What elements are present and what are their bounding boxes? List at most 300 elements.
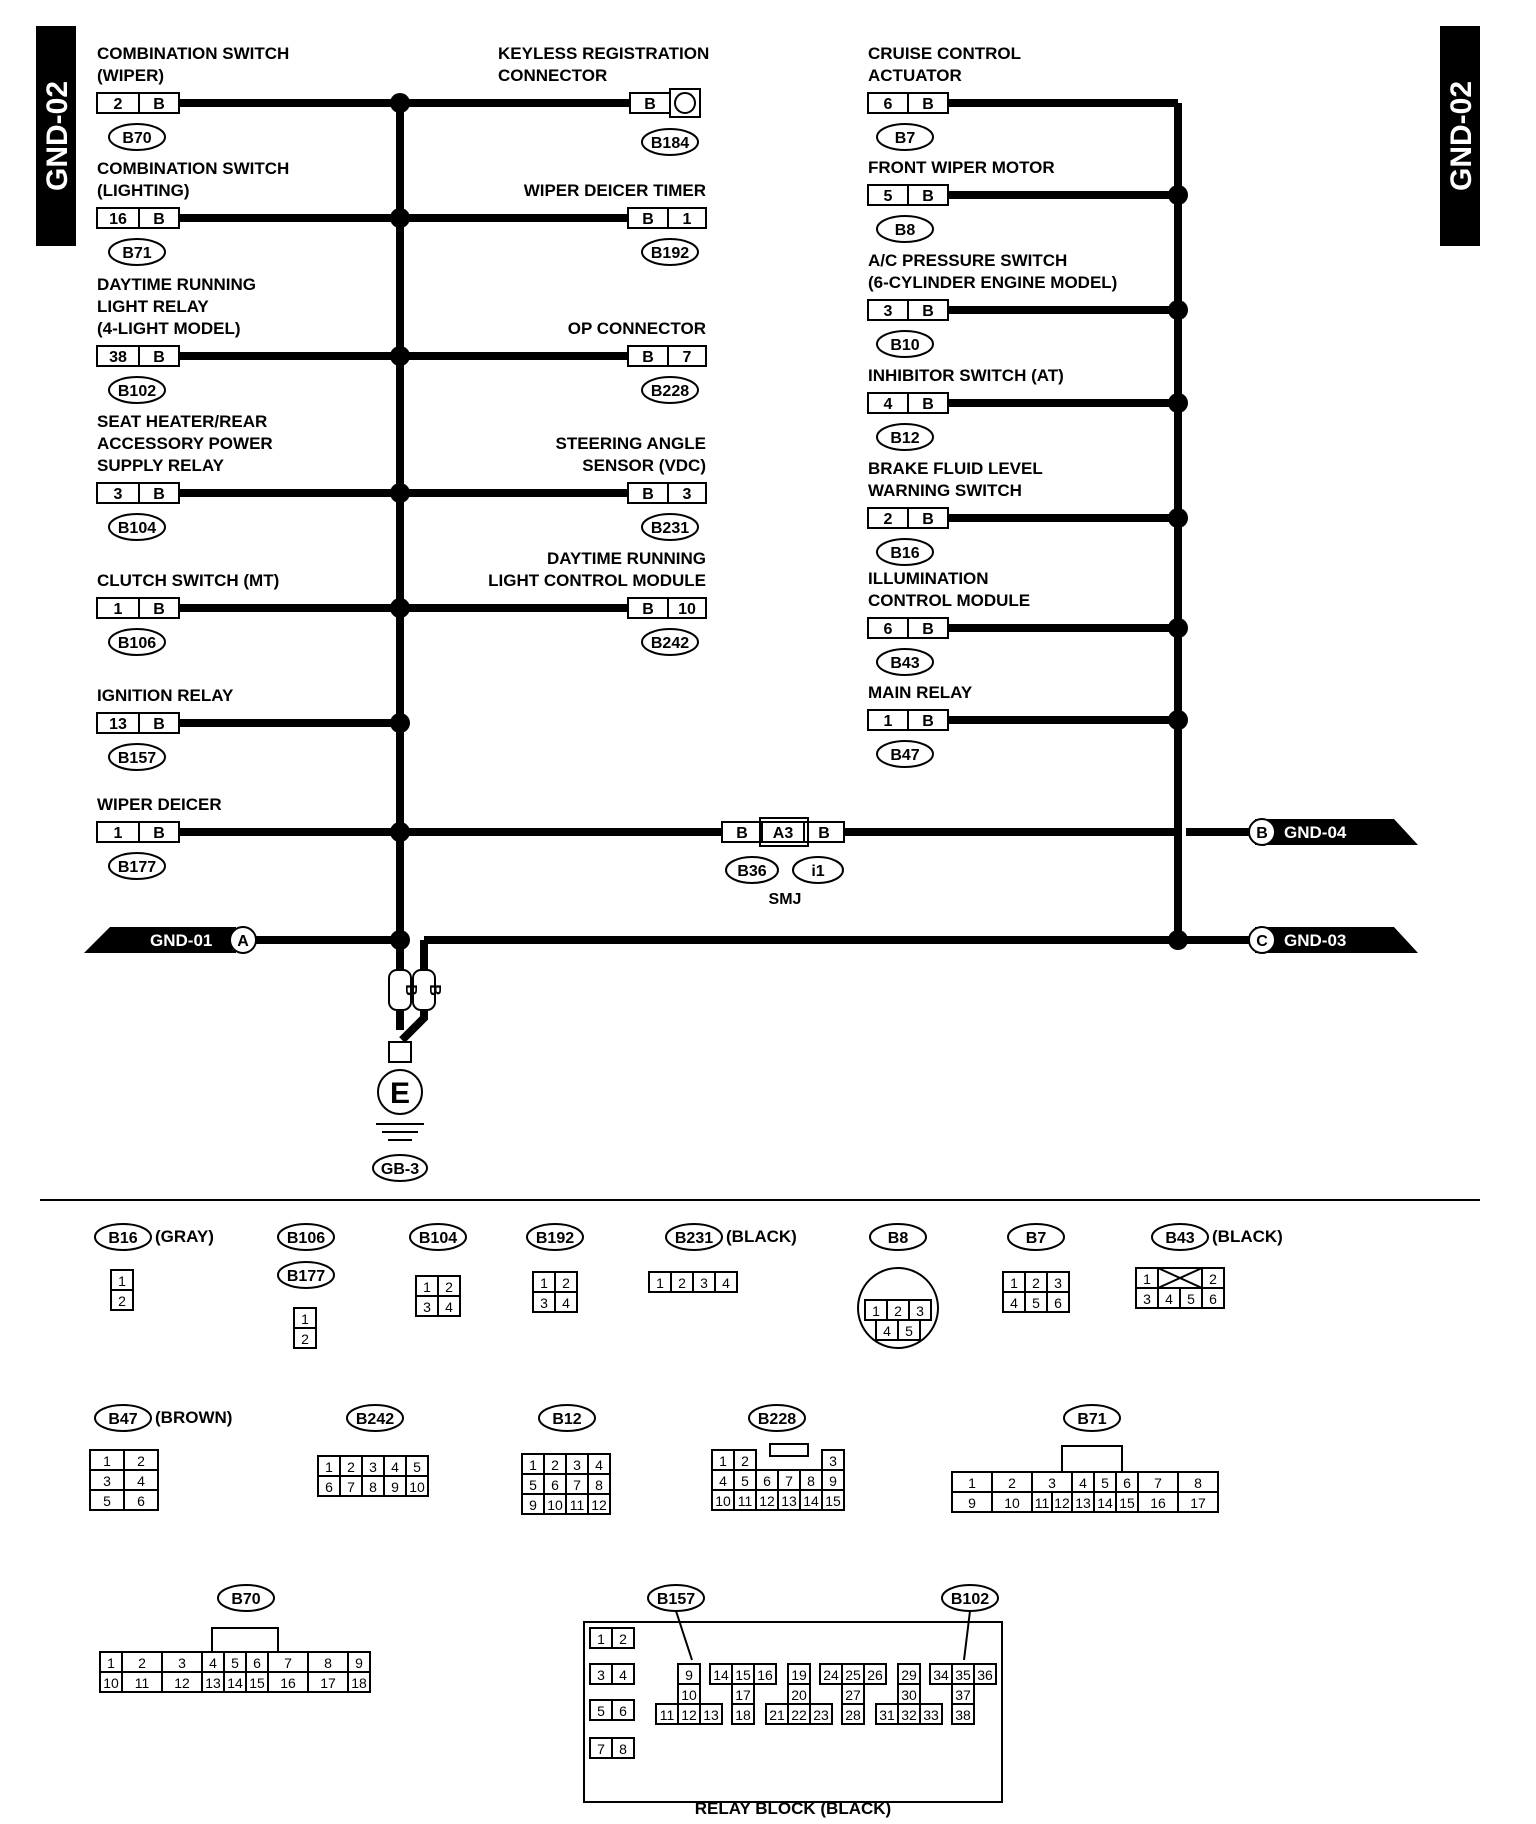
b228-view-pin: 11	[737, 1493, 753, 1509]
connector-label: IGNITION RELAY	[97, 686, 234, 705]
b228-view-pin: 12	[759, 1493, 775, 1509]
connector-id: B10	[890, 337, 920, 354]
connector-label: ILLUMINATION	[868, 569, 989, 588]
b47-view-pin: 1	[103, 1453, 111, 1469]
b16-view	[111, 1270, 133, 1310]
mid-connector-pin: B	[642, 211, 654, 228]
b70-view-pin: 2	[138, 1655, 146, 1671]
relay-pins-pin: 24	[823, 1667, 839, 1683]
b228-view-pin: 14	[803, 1493, 819, 1509]
b71-view-pin: 7	[1154, 1475, 1162, 1491]
junction-dot	[1168, 930, 1188, 950]
b71-view-pin: 12	[1054, 1495, 1070, 1511]
right-connector-pin: 6	[883, 621, 893, 638]
b8-view-pin: 4	[883, 1323, 891, 1339]
b70-view-pin: 16	[280, 1675, 296, 1691]
connector-label: CONTROL MODULE	[868, 591, 1031, 610]
b242-view-pin: 5	[413, 1459, 421, 1475]
page-tag: GND-02	[1445, 80, 1478, 192]
connector-label: OP CONNECTOR	[567, 319, 706, 338]
connector-label: DAYTIME RUNNING	[97, 275, 256, 294]
relay-pins-pin: 29	[901, 1667, 917, 1683]
view-id: B43	[1165, 1230, 1195, 1247]
b242-view-pin: 10	[409, 1479, 425, 1495]
relay-pins	[590, 1628, 634, 1648]
view-id: B177	[286, 1268, 326, 1285]
b242-view-pin: 9	[391, 1479, 399, 1495]
relay-pins-pin: 1	[597, 1631, 605, 1647]
connector-label: COMBINATION SWITCH	[97, 44, 290, 63]
right-connector-pin: 1	[883, 713, 893, 730]
relay-pins	[710, 1664, 776, 1684]
connector-id: B177	[117, 859, 157, 876]
connector-id: B228	[650, 383, 690, 400]
right-connector-pin: B	[922, 621, 934, 638]
b242-view	[318, 1456, 428, 1496]
relay-pins-pin: 5	[597, 1703, 605, 1719]
relay-pins-pin: 7	[597, 1741, 605, 1757]
relay-pins-pin: 11	[659, 1707, 675, 1723]
connector-label: STEERING ANGLE	[555, 434, 706, 453]
right-connector-pin: B	[922, 511, 934, 528]
right-connector-pin: B	[922, 188, 934, 205]
relay-pins-pin: 8	[619, 1741, 627, 1757]
b12-view-pin: 11	[569, 1497, 585, 1513]
ref-b-label: GND-04	[1284, 823, 1347, 842]
view-id: B70	[231, 1591, 261, 1608]
b43-view-pin: 4	[1165, 1291, 1173, 1307]
b8-view-pin: 3	[916, 1303, 924, 1319]
left-connector-pin: B	[153, 716, 165, 733]
relay-pins	[732, 1684, 754, 1724]
smj-id: i1	[811, 863, 825, 880]
connector-label: SEAT HEATER/REAR	[97, 412, 268, 431]
connector-label: ACTUATOR	[868, 66, 962, 85]
relay-pins-pin: 30	[901, 1687, 917, 1703]
b70-view-pin: 13	[205, 1675, 221, 1691]
b70-view	[100, 1652, 370, 1692]
relay-pins	[590, 1738, 634, 1758]
b228-view-pin: 3	[829, 1453, 837, 1469]
b71-view	[952, 1472, 1218, 1512]
view-note: (BLACK)	[726, 1227, 797, 1246]
view-id: B71	[1077, 1411, 1107, 1428]
connector-id: B231	[650, 520, 690, 537]
b8-view-pin: 5	[905, 1323, 913, 1339]
mid-connector-pin: 1	[682, 211, 692, 228]
b70-view-pin: 12	[174, 1675, 190, 1691]
relay-pins-pin: 35	[955, 1667, 971, 1683]
page-tag: GND-02	[41, 80, 74, 192]
junction-dot	[1168, 393, 1188, 413]
view-id: B231	[674, 1230, 714, 1247]
relay-pins-pin: 23	[813, 1707, 829, 1723]
mid-connector-pin: 3	[682, 486, 692, 503]
relay-pins-pin: 20	[791, 1687, 807, 1703]
b12-view-pin: 2	[551, 1457, 559, 1473]
b228-view-pin: 8	[807, 1473, 815, 1489]
view-id: B47	[108, 1411, 138, 1428]
b70-view-pin: 8	[324, 1655, 332, 1671]
relay-pins-pin: 33	[923, 1707, 939, 1723]
b71-view-pin: 2	[1008, 1475, 1016, 1491]
b47-view-pin: 3	[103, 1473, 111, 1489]
b70-view-pin: 5	[231, 1655, 239, 1671]
b192-view-pin: 3	[540, 1295, 548, 1311]
left-connector-pin: B	[153, 825, 165, 842]
connector-label: CRUISE CONTROL	[868, 44, 1021, 63]
b228-view-pin: 13	[781, 1493, 797, 1509]
ground-id: GB-3	[380, 1161, 420, 1178]
relay-pins-pin: 6	[619, 1703, 627, 1719]
connector-id: B242	[650, 635, 690, 652]
b71-view-pin: 14	[1097, 1495, 1113, 1511]
left-connector-pin: 16	[109, 211, 127, 228]
relay-pins	[898, 1664, 920, 1704]
b106-view-pin: 1	[301, 1311, 309, 1327]
b47-view-pin: 6	[137, 1493, 145, 1509]
view-id: B16	[108, 1230, 138, 1247]
b43-view-pin: 5	[1187, 1291, 1195, 1307]
b228-view	[712, 1450, 844, 1510]
connector-id: B157	[117, 750, 157, 767]
b47-view-pin: 4	[137, 1473, 145, 1489]
b242-view-pin: 7	[347, 1479, 355, 1495]
b43-view-pin: 6	[1209, 1291, 1217, 1307]
b192-view	[533, 1272, 577, 1312]
b228-view-pin: 9	[829, 1473, 837, 1489]
relay-pins-pin: 38	[955, 1707, 971, 1723]
b70-view-pin: 1	[107, 1655, 115, 1671]
b12-view-pin: 3	[573, 1457, 581, 1473]
relay-pins-pin: 13	[703, 1707, 719, 1723]
b71-view-pin: 9	[968, 1495, 976, 1511]
relay-pins-pin: 16	[757, 1667, 773, 1683]
b71-view-pin: 4	[1079, 1475, 1087, 1491]
junction-dot	[1168, 508, 1188, 528]
mid-connector-pin: B	[642, 486, 654, 503]
b228-view-pin: 6	[763, 1473, 771, 1489]
right-connector-pin: B	[922, 96, 934, 113]
connector-label: CLUTCH SWITCH (MT)	[97, 571, 280, 590]
ref-a-letter: A	[237, 933, 249, 950]
b12-view-pin: 1	[529, 1457, 537, 1473]
smj-connector-pin: B	[736, 825, 748, 842]
b231-view-pin: 4	[722, 1275, 730, 1291]
b242-view-pin: 8	[369, 1479, 377, 1495]
b71-view-pin: 15	[1119, 1495, 1135, 1511]
relay-pins-pin: 32	[901, 1707, 917, 1723]
b242-view-pin: 6	[325, 1479, 333, 1495]
relay-pins-pin: 12	[681, 1707, 697, 1723]
connector-label: SENSOR (VDC)	[582, 456, 706, 475]
relay-pins-pin: 4	[619, 1667, 627, 1683]
b47-view	[90, 1450, 158, 1510]
mid-connector-pin: B	[642, 349, 654, 366]
b242-view-pin: 3	[369, 1459, 377, 1475]
connector-label: WARNING SWITCH	[868, 481, 1022, 500]
b12-view-pin: 6	[551, 1477, 559, 1493]
junction-dot	[1168, 710, 1188, 730]
relay-pins	[842, 1684, 864, 1724]
smj-connector-pin: B	[818, 825, 830, 842]
relay-pins	[820, 1664, 886, 1684]
left-connector-pin: B	[153, 211, 165, 228]
right-connector-pin: B	[922, 303, 934, 320]
right-connector-pin: 6	[883, 96, 893, 113]
view-id: B157	[656, 1591, 696, 1608]
view-id: B192	[535, 1230, 575, 1247]
b104-view-pin: 1	[423, 1279, 431, 1295]
ground-terminal	[389, 1042, 411, 1062]
b106-view	[294, 1308, 316, 1348]
b242-view-pin: 2	[347, 1459, 355, 1475]
b70-view-pin: 3	[178, 1655, 186, 1671]
view-note: (BROWN)	[155, 1408, 233, 1427]
view-note: (BLACK)	[1212, 1227, 1283, 1246]
view-id: B104	[418, 1230, 458, 1247]
connector-label: (LIGHTING)	[97, 181, 190, 200]
b228-view-pin: 15	[825, 1493, 841, 1509]
connector-label: WIPER DEICER	[97, 795, 222, 814]
connector-label: (4-LIGHT MODEL)	[97, 319, 241, 338]
connector-label: CONNECTOR	[498, 66, 608, 85]
relay-pins	[876, 1704, 942, 1724]
b70-view-pin: 11	[134, 1675, 150, 1691]
junction-dot	[1168, 185, 1188, 205]
b12-view-pin: 8	[595, 1477, 603, 1493]
b228-view-pin: 7	[785, 1473, 793, 1489]
b7-view	[1003, 1272, 1069, 1312]
b228-view-pin: 10	[715, 1493, 731, 1509]
b104-view	[416, 1276, 460, 1316]
b12-view	[522, 1454, 610, 1514]
b231-view	[649, 1272, 737, 1292]
ground-wire-2-label: B	[426, 984, 443, 996]
b71-view-pin: 13	[1075, 1495, 1091, 1511]
connector-label: WIPER DEICER TIMER	[523, 181, 706, 200]
mid-connector-pin: 10	[678, 601, 696, 618]
left-connector-pin: 38	[109, 349, 127, 366]
relay-pins	[590, 1700, 634, 1720]
b192-view-pin: 2	[562, 1275, 570, 1291]
connector-label: (6-CYLINDER ENGINE MODEL)	[868, 273, 1118, 292]
relay-pins-pin: 31	[879, 1707, 895, 1723]
mid-connector-pin: 7	[682, 349, 692, 366]
smj-label: SMJ	[768, 891, 802, 908]
view-id: B12	[552, 1411, 582, 1428]
b70-view-pin: 6	[253, 1655, 261, 1671]
b71-view-pin: 5	[1101, 1475, 1109, 1491]
smj-id: B36	[737, 863, 767, 880]
left-connector-pin: B	[153, 349, 165, 366]
connector-label: BRAKE FLUID LEVEL	[868, 459, 1043, 478]
relay-pins-pin: 15	[735, 1667, 751, 1683]
b106-view-pin: 2	[301, 1331, 309, 1347]
right-connector-pin: B	[922, 396, 934, 413]
connector-label: ACCESSORY POWER	[97, 434, 273, 453]
b16-view-pin: 2	[118, 1293, 126, 1309]
relay-pins-pin: 25	[845, 1667, 861, 1683]
left-connector-pin: 13	[109, 716, 127, 733]
ref-a-label: GND-01	[150, 931, 213, 950]
connector-label: KEYLESS REGISTRATION	[498, 44, 710, 63]
connector-id: B16	[890, 545, 920, 562]
relay-pins-pin: 2	[619, 1631, 627, 1647]
connector-id: B7	[894, 130, 916, 147]
connector-label: LIGHT CONTROL MODULE	[488, 571, 706, 590]
b16-view-pin: 1	[118, 1273, 126, 1289]
b192-view-pin: 4	[562, 1295, 570, 1311]
relay-pins	[766, 1704, 832, 1724]
b12-view-pin: 5	[529, 1477, 537, 1493]
b71-latch	[1062, 1446, 1122, 1472]
b12-view-pin: 12	[591, 1497, 607, 1513]
junction-dot	[1168, 300, 1188, 320]
left-connector-pin: 2	[113, 96, 123, 113]
b7-view-pin: 2	[1032, 1275, 1040, 1291]
ground-merge-wire	[400, 1010, 424, 1040]
b231-view-pin: 1	[656, 1275, 664, 1291]
left-connector-pin: B	[153, 601, 165, 618]
connector-id: B104	[117, 520, 157, 537]
relay-pins	[952, 1684, 974, 1724]
b192-view-pin: 1	[540, 1275, 548, 1291]
b71-view-pin: 1	[968, 1475, 976, 1491]
ground-wire-1-label: B	[402, 984, 419, 996]
ref-c-letter: C	[1256, 933, 1268, 950]
b228-view-pin: 4	[719, 1473, 727, 1489]
left-connector-pin: B	[153, 486, 165, 503]
relay-block-label: RELAY BLOCK (BLACK)	[694, 1799, 892, 1818]
b70-view-pin: 17	[320, 1675, 336, 1691]
b104-view-pin: 3	[423, 1299, 431, 1315]
b231-view-pin: 3	[700, 1275, 708, 1291]
right-connector-pin: 2	[883, 511, 893, 528]
b8-view-pin: 2	[894, 1303, 902, 1319]
connector-label: INHIBITOR SWITCH (AT)	[868, 366, 1064, 385]
b70-view-pin: 7	[284, 1655, 292, 1671]
relay-pins	[788, 1664, 810, 1704]
view-id: B242	[355, 1411, 395, 1428]
connector-label: FRONT WIPER MOTOR	[868, 158, 1055, 177]
b71-view-pin: 16	[1150, 1495, 1166, 1511]
relay-pins-pin: 22	[791, 1707, 807, 1723]
b12-view-pin: 9	[529, 1497, 537, 1513]
b12-view-pin: 10	[547, 1497, 563, 1513]
right-connector-pin: B	[922, 713, 934, 730]
b7-view-pin: 1	[1010, 1275, 1018, 1291]
b71-view-pin: 3	[1048, 1475, 1056, 1491]
left-connector-pin: 1	[113, 601, 123, 618]
relay-pins-pin: 27	[845, 1687, 861, 1703]
connector-id: B43	[890, 655, 920, 672]
relay-pins-pin: 17	[735, 1687, 751, 1703]
connector-id: B8	[894, 222, 916, 239]
connector-label: DAYTIME RUNNING	[547, 549, 706, 568]
b70-view-pin: 10	[103, 1675, 119, 1691]
ref-c-label: GND-03	[1284, 931, 1347, 950]
b228-latch	[770, 1444, 808, 1456]
relay-pins-pin: 14	[713, 1667, 729, 1683]
b70-view-pin: 15	[249, 1675, 265, 1691]
relay-pins-pin: 21	[769, 1707, 785, 1723]
view-id: B8	[887, 1230, 909, 1247]
keyless-socket-circle	[675, 93, 695, 113]
relay-pins-pin: 28	[845, 1707, 861, 1723]
relay-pins-pin: 34	[933, 1667, 949, 1683]
b71-view-pin: 11	[1034, 1495, 1050, 1511]
relay-pins-pin: 18	[735, 1707, 751, 1723]
connector-id: B192	[650, 245, 690, 262]
connector-label: SUPPLY RELAY	[97, 456, 224, 475]
connector-label: (WIPER)	[97, 66, 165, 85]
view-id: B106	[286, 1230, 326, 1247]
relay-pins-pin: 3	[597, 1667, 605, 1683]
relay-pins	[930, 1664, 996, 1684]
b71-view-pin: 10	[1004, 1495, 1020, 1511]
b242-view-pin: 4	[391, 1459, 399, 1475]
right-connector-pin: 3	[883, 303, 893, 320]
junction-dot	[390, 713, 410, 733]
relay-pins	[678, 1664, 700, 1704]
b104-view-pin: 2	[445, 1279, 453, 1295]
b228-view-pin: 5	[741, 1473, 749, 1489]
relay-pins	[656, 1704, 722, 1724]
connector-label: MAIN RELAY	[868, 683, 973, 702]
left-connector-pin: B	[153, 96, 165, 113]
relay-pins-pin: 37	[955, 1687, 971, 1703]
b70-view-pin: 9	[355, 1655, 363, 1671]
connector-id: B47	[890, 747, 920, 764]
mid-connector-pin: B	[644, 96, 656, 113]
connector-id: B70	[122, 130, 152, 147]
b43-view-pin: 3	[1143, 1291, 1151, 1307]
b7-view-pin: 6	[1054, 1295, 1062, 1311]
b70-view-pin: 4	[209, 1655, 217, 1671]
b70-latch	[212, 1628, 278, 1652]
connector-label: COMBINATION SWITCH	[97, 159, 290, 178]
relay-pins-pin: 10	[681, 1687, 697, 1703]
left-connector-pin: 1	[113, 825, 123, 842]
b71-view-pin: 6	[1123, 1475, 1131, 1491]
ground-symbol: E	[389, 1077, 411, 1110]
b71-view-pin: 17	[1190, 1495, 1206, 1511]
b70-view-pin: 18	[351, 1675, 367, 1691]
right-connector-pin: 4	[883, 396, 893, 413]
b228-view-pin: 1	[719, 1453, 727, 1469]
smj-connector-pin: A3	[772, 825, 794, 842]
connector-id: B102	[117, 383, 157, 400]
connector-id: B71	[122, 245, 152, 262]
relay-pins-pin: 9	[685, 1667, 693, 1683]
left-connector-pin: 3	[113, 486, 123, 503]
ref-b-letter: B	[1256, 825, 1268, 842]
junction-dot	[1168, 618, 1188, 638]
connector-id: B12	[890, 430, 920, 447]
view-id: B7	[1025, 1230, 1047, 1247]
b47-view-pin: 2	[137, 1453, 145, 1469]
right-connector-pin: 5	[883, 188, 893, 205]
b70-view-pin: 14	[227, 1675, 243, 1691]
b104-view-pin: 4	[445, 1299, 453, 1315]
b71-view-pin: 8	[1194, 1475, 1202, 1491]
relay-pins-pin: 36	[977, 1667, 993, 1683]
connector-id: B184	[650, 135, 690, 152]
b12-view-pin: 7	[573, 1477, 581, 1493]
b43-view-pin: 1	[1143, 1271, 1151, 1287]
b228-view-pin: 2	[741, 1453, 749, 1469]
